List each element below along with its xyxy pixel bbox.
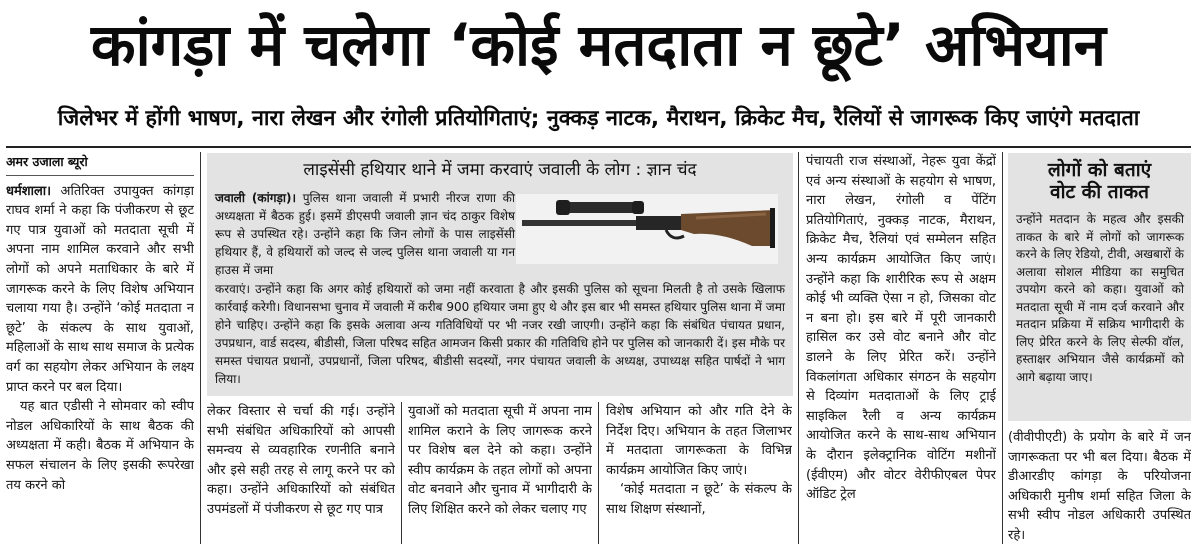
sidebox: [207, 153, 793, 396]
column-divider: [598, 402, 599, 544]
column-divider: [200, 152, 201, 544]
column-1: [6, 152, 194, 544]
byline: अमर उजाला ब्यूरो: [6, 154, 88, 169]
rightbox: [1008, 153, 1191, 421]
column-2: लेकर विस्तार से चर्चा की गई। उन्होंने सभी संबंधित अधिकारियों को आपसी समन्वय से व्यवहारिक रणनीति बनाने और इसे सही तरह से लागू करने पर को कहा। उन्होंने अधिकारियों को संबंधित उपमंडलों में पंजीकरण से छूट गए पात्र: [207, 404, 395, 517]
column-1-paragraph-1: [6, 182, 194, 398]
sidebox-title: लाइसेंसी हथियार थाने में जमा करवाएं जवाली के लोग : ज्ञान चंद: [303, 160, 697, 180]
column-divider: [798, 152, 799, 544]
dateline: धर्मशाला।: [6, 183, 52, 199]
column-divider: [1002, 152, 1003, 544]
column-5: पंचायती राज संस्थाओं, नेहरू युवा केंद्रों एवं अन्य संस्थाओं के सहयोग से भाषण, नारा लेखन, रंगोली व पेंटिंग प्रतियोगिताएं, नुक्कड़ नाटक, मैराथन, क्रिकेट मैच, रैलियां एवं सम्मेलन सहित अन्य कार्यक्रम आयोजित किए जाएं। उन्होंने कहा कि शारीरिक रूप से अक्षम कोई भी व्यक्ति ऐसा न हो, जिसका वोट न बना हो। इस बारे में पूरी जानकारी हासिल कर उसे वोट बनाने और वोट डालने के लिए प्रेरित करें। उन्होंने विकलांगता अधिकार संगठन के सहयोग से दिव्यांग मतदाताओं के लिए ट्राई साइकिल रैली व अन्य कार्यक्रम आयोजित करने के साथ-साथ अभियान के दौरान इलेक्ट्रानिक वोटिंग मशीनों (ईवीएम) और वोटर वेरीफीएबल पेपर ऑडिट ट्रेल: [806, 154, 996, 503]
column-4: [606, 402, 792, 544]
column-6: (वीवीपीएटी) के प्रयोग के बारे में जन जागरूकता पर भी बल दिया। बैठक में डीआरडीए कांगड़ा के परियोजना अधिकारी मुनीष शर्मा सहित जिला के सभी स्वीप नोडल अधिकारी उपस्थित रहे।: [1008, 430, 1191, 543]
headline: कांगड़ा में चलेगा ‘कोई मतदाता न छूटे’ अभियान: [91, 11, 1106, 79]
column-1-text: अतिरिक्त उपायुक्त कांगड़ा राघव शर्मा ने कहा कि पंजीकरण से छूट गए पात्र युवाओं को मतदाता सूची में अपना नाम शामिल करवाने और सभी लोगों को अपने मताधिकार के बारे में जागरूक करने के लिए विशेष अभियान चलाया गया है। उन्होंने ‘कोई मतदाता न छूटे’ के संकल्प के साथ युवाओं, महिलाओं के साथ साथ समाज के प्रत्येक वर्ग का सहयोग लेकर अभियान के लक्ष्य प्राप्त करने पर बल दिया।: [6, 183, 194, 395]
sidebox-text-bottom: करवाएं। उन्होंने कहा कि अगर कोई हथियारों को जमा नहीं करवाता है और इसकी पुलिस को सूचना मिलती है तो उसके खिलाफ कार्रवाई करेगी। विधानसभा चुनाव में जवाली में करीब 900 हथियार जमा हुए थे और इस बार भी समस्त हथियार पुलिस थाना में जमा होने चाहिए। उन्होंने कहा कि इसके अलावा अन्य गतिविधियों पर भी नजर रखी जाएगी। उन्होंने कहा कि संबंधित पंचायत प्रधान, उपप्रधान, वार्ड सदस्य, बीडीसी, जिला परिषद सहित आमजन किसी प्रकार की गतिविधि होने पर पुलिस को जानकारी दें। इस मौके पर समस्त पंचायत प्रधानों, उपप्रधानों, जिला परिषद, बीडीसी सदस्यों, नगर पंचायत जवाली के अध्यक्ष, उपाध्यक्ष सहित पार्षदों ने भाग लिया।: [215, 282, 785, 386]
rightbox-title-line-1: लोगों को बताएं: [1047, 159, 1152, 181]
sidebox-top-text: पुलिस थाना जवाली में प्रभारी नीरज राणा की अध्यक्षता में बैठक हुई। इसमें डीएसपी जवाली ज्ञान चंद ठाकुर विशेष रूप से उपस्थित रहे। उन्होंने कहा कि जिन लोगों के पास लाइसेंसी हथियार हैं, वे हथियारों को जल्द से जल्द पुलिस थाना जवाली या गन हाउस में जमा: [215, 191, 515, 277]
rightbox-text: उन्होंने मतदान के महत्व और इसकी ताकत के बारे में लोगों को जागरूक करने के लिए रेडियो, टीवी, अखबारों के अलावा सोशल मीडिया का समुचित उपयोग करने को कहा। युवाओं को मतदाता सूची में नाम दर्ज करवाने और मतदान प्रक्रिया में सक्रिय भागीदारी के लिए प्रेरित करने के लिए सेल्फी वॉल, हस्ताक्षर अभियान जैसे कार्यक्रमों को आगे बढ़ाया जाए।: [1016, 212, 1185, 384]
subheadline: जिलेभर में होंगी भाषण, नारा लेखन और रंगोली प्रतियोगिताएं; नुक्कड़ नाटक, मैराथन, क्रिकेट मैच, रैलियों से जागरूक किए जाएंगे मतदाता: [57, 106, 1140, 131]
sidebox-dateline: जवाली (कांगड़ा)।: [215, 191, 297, 205]
rightbox-title: [1008, 159, 1191, 203]
column-divider: [401, 402, 402, 544]
byline-rule: [6, 175, 194, 176]
header-rule: [6, 146, 1191, 148]
column-4-paragraph-1: विशेष अभियान को और गति देने के निर्देश दिए। अभियान के तहत जिलाभर में मतदाता जागरूकता के विभिन्न कार्यक्रम आयोजित किए जाएं।: [606, 404, 792, 478]
rifle-image: [516, 194, 778, 264]
column-3: युवाओं को मतदाता सूची में अपना नाम शामिल कराने के लिए जागरूक करने पर विशेष बल देने को कहा। उन्होंने स्वीप कार्यक्रम के तहत लोगों को अपना वोट बनवाने और चुनाव में भागीदारी के लिए शिक्षित करने को लेकर चलाए गए: [408, 404, 592, 517]
rightbox-title-line-2: वोट की ताकत: [1050, 181, 1149, 203]
column-4-paragraph-2: ‘कोई मतदाता न छूटे’ के संकल्प के साथ शिक्षण संस्थानों,: [606, 482, 792, 517]
sidebox-text-top: [215, 189, 515, 279]
column-1-paragraph-2: यह बात एडीसी ने सोमवार को स्वीप नोडल अधिकारियों के साथ बैठक की अध्यक्षता में कही। बैठक में अभियान के सफल संचालन के लिए इसकी रूपरेखा तय करने को: [6, 399, 194, 493]
